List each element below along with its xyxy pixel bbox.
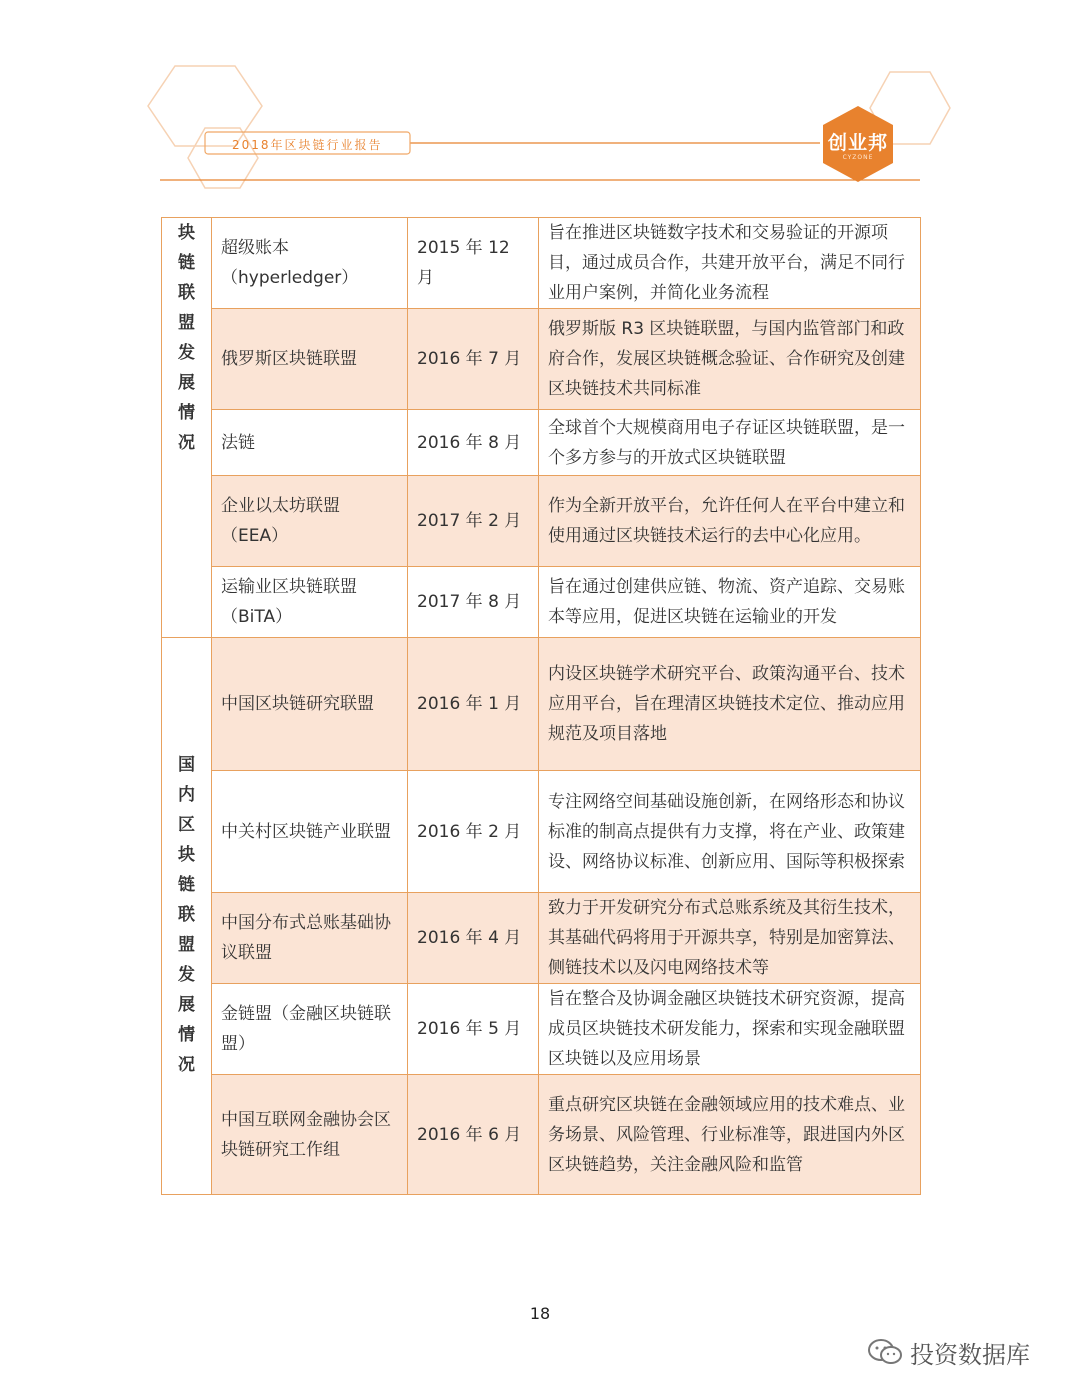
table-row (162, 567, 921, 638)
alliance-name: 超级账本（hyperledger） (212, 218, 408, 309)
table-row (162, 893, 921, 984)
alliance-desc: 旨在通过创建供应链、物流、资产追踪、交易账本等应用，促进区块链在运输业的开发 (539, 567, 921, 638)
page-number: 18 (529, 1304, 551, 1323)
watermark (866, 1336, 1030, 1368)
table-row (162, 771, 921, 893)
alliance-date: 2016 年 8 月 (408, 410, 539, 476)
category-label: 块链联盟发展情况 (177, 223, 195, 453)
header-decoration (0, 0, 1080, 200)
table-row (162, 476, 921, 567)
alliance-name: 中关村区块链产业联盟 (212, 771, 408, 893)
alliance-name: 运输业区块链联盟（BiTA） (212, 567, 408, 638)
alliance-date: 2017 年 8 月 (408, 567, 539, 638)
alliance-name: 俄罗斯区块链联盟 (212, 309, 408, 410)
category-cell (162, 638, 212, 1195)
table-row (162, 1075, 921, 1195)
alliance-desc: 致力于开发研究分布式总账系统及其衍生技术，其基础代码将用于开源共享，特别是加密算法、侧链技术以及闪电网络技术等 (539, 893, 921, 984)
alliance-name: 法链 (212, 410, 408, 476)
watermark-text: 投资数据库 (910, 1340, 1030, 1369)
alliance-table (161, 217, 921, 1195)
alliance-name: 中国互联网金融协会区块链研究工作组 (212, 1075, 408, 1195)
alliance-date: 2017 年 2 月 (408, 476, 539, 567)
table-row (162, 218, 921, 309)
alliance-name: 金链盟（金融区块链联盟） (212, 984, 408, 1075)
alliance-date: 2015 年 12 月 (408, 218, 539, 309)
category-label: 国内区块链联盟发展情况 (177, 755, 195, 1075)
alliance-desc: 作为全新开放平台，允许任何人在平台中建立和使用通过区块链技术运行的去中心化应用。 (539, 476, 921, 567)
brand-logo (820, 104, 896, 184)
table-row (162, 309, 921, 410)
table-row (162, 638, 921, 771)
alliance-desc: 旨在推进区块链数字技术和交易验证的开源项目，通过成员合作，共建开放平台，满足不同行业用户案例，并简化业务流程 (539, 218, 921, 309)
alliance-date: 2016 年 1 月 (408, 638, 539, 771)
alliance-date: 2016 年 7 月 (408, 309, 539, 410)
alliance-name: 中国区块链研究联盟 (212, 638, 408, 771)
alliance-date: 2016 年 4 月 (408, 893, 539, 984)
alliance-desc: 全球首个大规模商用电子存证区块链联盟，是一个多方参与的开放式区块链联盟 (539, 410, 921, 476)
report-title: 2018年区块链行业报告 (232, 138, 383, 152)
alliance-desc: 专注网络空间基础设施创新，在网络形态和协议标准的制高点提供有力支撑，将在产业、政策建设、网络协议标准、创新应用、国际等积极探索 (539, 771, 921, 893)
category-cell (162, 218, 212, 638)
alliance-name: 企业以太坊联盟（EEA） (212, 476, 408, 567)
alliance-desc: 内设区块链学术研究平台、政策沟通平台、技术应用平台，旨在理清区块链技术定位、推动应用规范及项目落地 (539, 638, 921, 771)
logo-text: 创业邦 (827, 132, 888, 154)
alliance-date: 2016 年 5 月 (408, 984, 539, 1075)
alliance-desc: 重点研究区块链在金融领域应用的技术难点、业务场景、风险管理、行业标准等，跟进国内外区区块链趋势，关注金融风险和监管 (539, 1075, 921, 1195)
alliance-name: 中国分布式总账基础协议联盟 (212, 893, 408, 984)
logo-subtext: CYZONE (842, 154, 874, 161)
wechat-icon (866, 1337, 904, 1367)
alliance-desc: 旨在整合及协调金融区块链技术研究资源，提高成员区块链技术研发能力，探索和实现金融联盟区块链以及应用场景 (539, 984, 921, 1075)
table-row (162, 410, 921, 476)
alliance-date: 2016 年 2 月 (408, 771, 539, 893)
alliance-date: 2016 年 6 月 (408, 1075, 539, 1195)
alliance-desc: 俄罗斯版 R3 区块链联盟，与国内监管部门和政府合作，发展区块链概念验证、合作研究及创建区块链技术共同标准 (539, 309, 921, 410)
table-row (162, 984, 921, 1075)
